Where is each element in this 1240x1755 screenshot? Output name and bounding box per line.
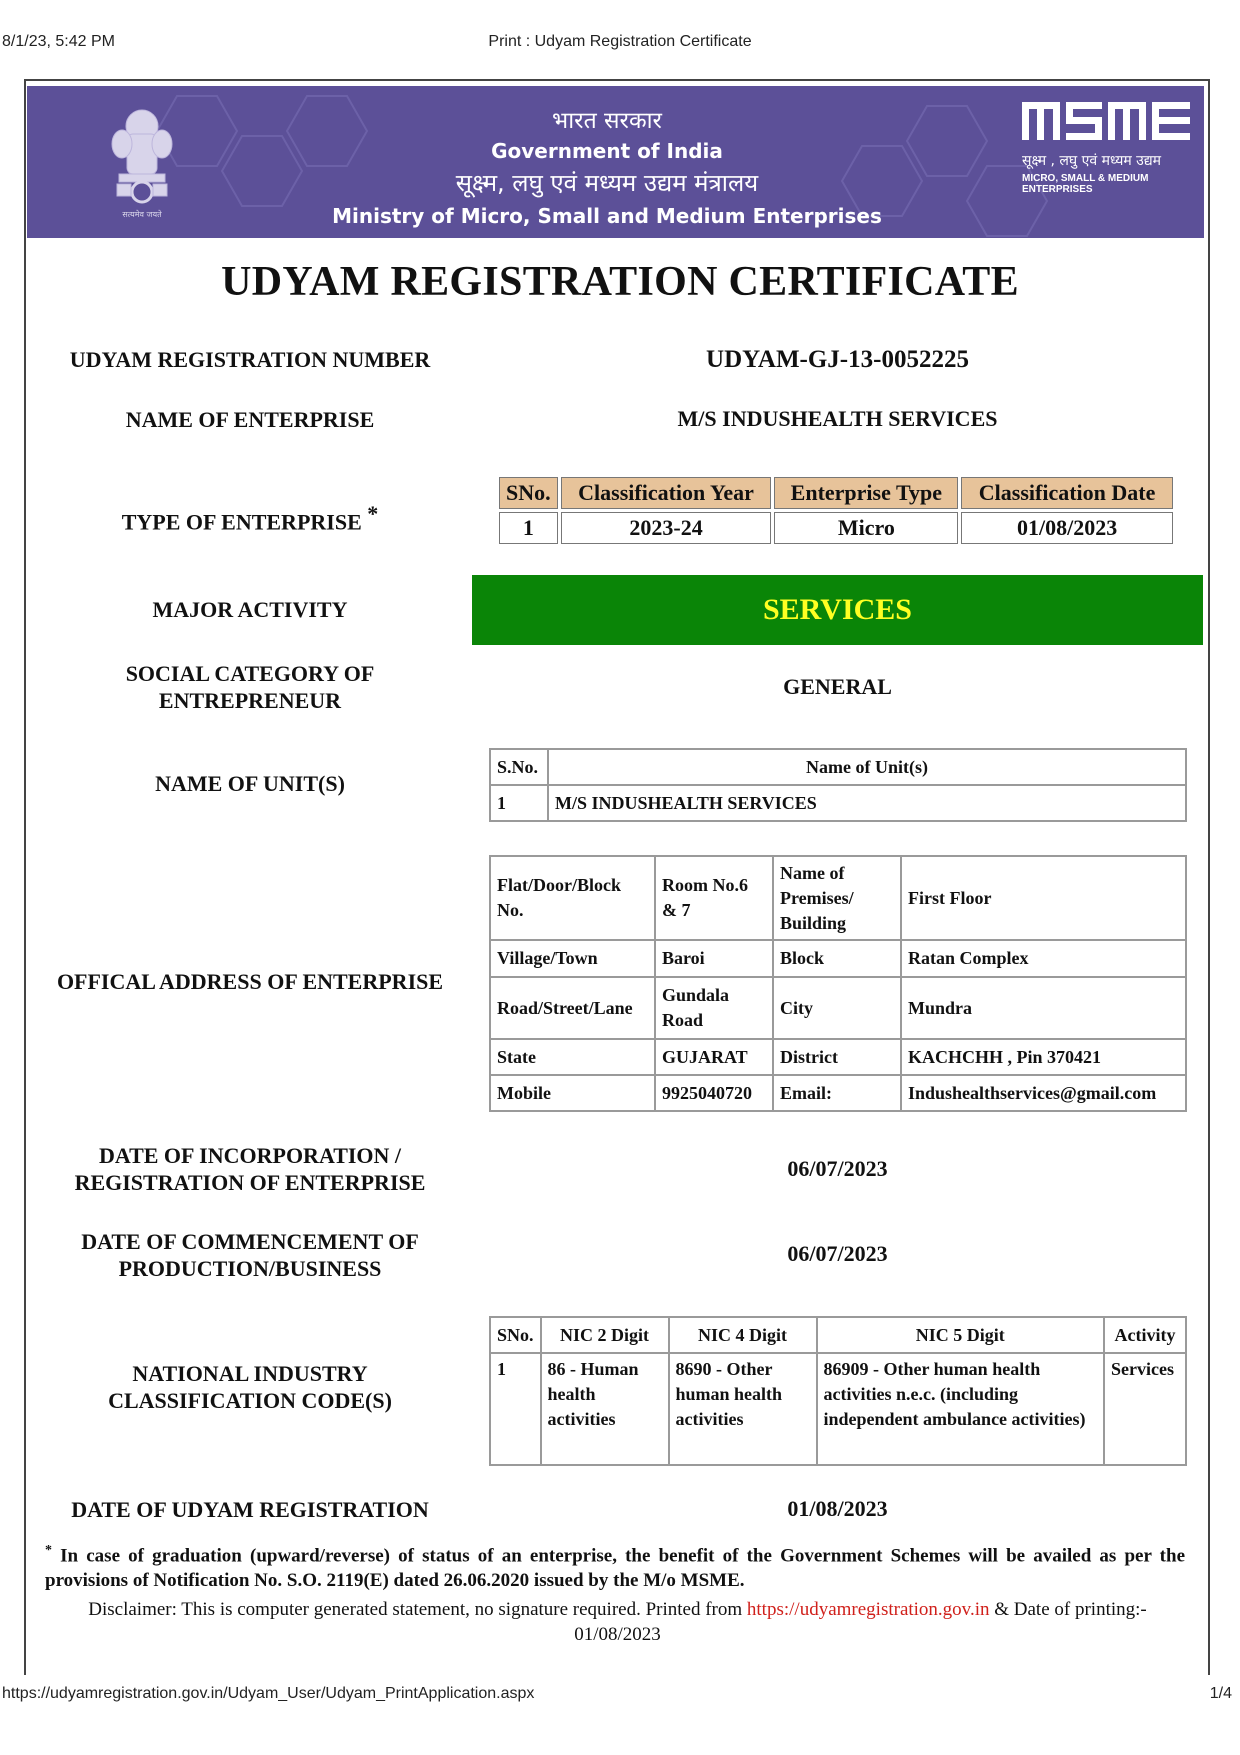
nic-cell: 86 - Human health activities [541,1353,669,1465]
print-date: 8/1/23, 5:42 PM [2,33,115,50]
address-field-value: Baroi [655,940,773,977]
address-field-value: Room No.6 & 7 [655,856,773,940]
certificate-title: UDYAM REGISTRATION CERTIFICATE [221,259,1019,305]
major-activity-label: MAJOR ACTIVITY [152,597,348,622]
commencement-date: 06/07/2023 [787,1241,888,1266]
address-field-label: Block [773,940,901,977]
commencement-label-line: PRODUCTION/BUSINESS [118,1256,382,1281]
address-table [489,855,1187,1112]
enterprise-name: M/S INDUSHEALTH SERVICES [677,406,998,431]
classification-cell: 1 [499,512,558,544]
address-field-value: Mundra [901,977,1186,1039]
nic-label-line: CLASSIFICATION CODE(S) [108,1388,392,1413]
disclaimer-text: Disclaimer: This is computer generated statement, no signature required. Printed from [88,1599,743,1620]
address-row [490,856,1186,940]
units-label: NAME OF UNIT(S) [155,771,345,796]
note-asterisk: * [45,1543,52,1558]
printing-date: 01/08/2023 [574,1624,661,1645]
address-field-label: District [773,1039,901,1075]
units-header-row [490,749,1186,785]
nic-label-line: NATIONAL INDUSTRY [132,1361,368,1386]
enterprise-name-label: NAME OF ENTERPRISE [125,407,375,432]
type-label-text: TYPE OF ENTERPRISE [121,509,362,535]
address-field-label: City [773,977,901,1039]
units-row [490,785,1186,821]
nic-cell: 1 [490,1353,541,1465]
address-field-value: Gundala Road [655,977,773,1039]
incorporation-label [40,1142,460,1196]
emblem-caption: सत्यमेव जयते [122,210,162,219]
reg-number: UDYAM-GJ-13-0052225 [706,346,969,373]
type-label [40,500,460,535]
classification-cell: 01/08/2023 [961,512,1173,544]
classification-table [496,474,1176,547]
classification-header: Enterprise Type [774,477,958,509]
reg-number-label: UDYAM REGISTRATION NUMBER [69,347,431,372]
classification-row [499,512,1173,544]
print-title: Print : Udyam Registration Certificate [488,33,752,50]
nic-cell: 86909 - Other human health activities n.e.c. (including independent ambulance activities) [817,1353,1104,1465]
print-header [0,30,1240,54]
graduation-note [45,1538,1185,1593]
address-field-label: State [490,1039,655,1075]
nic-header: SNo. [490,1317,541,1353]
address-field-value: 9925040720 [655,1075,773,1111]
classification-header: Classification Date [961,477,1173,509]
government-banner [27,86,1204,238]
address-row [490,1039,1186,1075]
address-row [490,977,1186,1039]
classification-cell: Micro [774,512,958,544]
classification-header: SNo. [499,477,558,509]
nic-cell: Services [1104,1353,1186,1465]
udyam-portal-link[interactable]: https://udyamregistration.gov.in [746,1599,990,1620]
udyam-date: 01/08/2023 [787,1496,888,1521]
msme-logo-icon [1022,100,1192,142]
nic-header-row [490,1317,1186,1353]
msme-english-text: MICRO, SMALL & MEDIUM ENTERPRISES [1022,173,1149,195]
hindi-ministry-text: सूक्ष्म, लघु एवं मध्यम उद्यम मंत्रालय [455,169,759,197]
address-label: OFFICAL ADDRESS OF ENTERPRISE [56,969,444,994]
nic-table [489,1316,1187,1466]
incorporation-date: 06/07/2023 [787,1156,888,1181]
nic-label [40,1360,460,1414]
address-field-value: First Floor [901,856,1186,940]
classification-header-row [499,477,1173,509]
disclaimer [55,1597,1180,1647]
nic-header: NIC 2 Digit [541,1317,669,1353]
commencement-label [40,1228,460,1282]
ministry-text: Ministry of Micro, Small and Medium Enterprises [332,204,882,228]
address-field-value: KACHCHH , Pin 370421 [901,1039,1186,1075]
major-activity-value: SERVICES [472,575,1203,645]
units-table [489,748,1187,822]
address-field-label: Mobile [490,1075,655,1111]
social-category: GENERAL [783,674,892,699]
units-cell: 1 [490,785,548,821]
nic-header: NIC 4 Digit [669,1317,817,1353]
incorporation-label-line: DATE OF INCORPORATION / [98,1143,402,1168]
address-field-value: GUJARAT [655,1039,773,1075]
nic-header: Activity [1104,1317,1186,1353]
msme-hindi-text: सूक्ष्म , लघु एवं मध्यम उद्यम [1022,153,1162,169]
print-url: https://udyamregistration.gov.in/Udyam_User/Udyam_PrintApplication.aspx [2,1685,535,1702]
hindi-government-text: भारत सरकार [552,108,662,134]
units-header: Name of Unit(s) [548,749,1186,785]
classification-cell: 2023-24 [561,512,772,544]
address-field-label: Flat/Door/Block No. [490,856,655,940]
page-number: 1/4 [1209,1685,1232,1702]
commencement-label-line: DATE OF COMMENCEMENT OF [81,1229,419,1254]
msme-logo-block [1022,100,1192,195]
units-header: S.No. [490,749,548,785]
social-category-label-line: SOCIAL CATEGORY OF [125,661,375,686]
government-text: Government of India [491,139,723,163]
nic-cell: 8690 - Other human health activities [669,1353,817,1465]
udyam-date-label: DATE OF UDYAM REGISTRATION [71,1497,429,1522]
classification-header: Classification Year [561,477,772,509]
address-field-value: Ratan Complex [901,940,1186,977]
address-field-label: Road/Street/Lane [490,977,655,1039]
nic-row [490,1353,1186,1465]
nic-header: NIC 5 Digit [817,1317,1104,1353]
address-field-label: Email: [773,1075,901,1111]
address-row [490,1075,1186,1111]
type-asterisk: * [367,501,379,526]
address-row [490,940,1186,977]
incorporation-label-line: REGISTRATION OF ENTERPRISE [74,1170,426,1195]
note-text: In case of graduation (upward/reverse) of status of an enterprise, the benefit of the Government Schemes will be availed as per the provisions of Notification No. S.O. 2119(E) dated 26.06.2020 issued by the M/o MSME. [45,1545,1185,1592]
social-category-label-line: ENTREPRENEUR [158,688,342,713]
social-category-label [40,660,460,714]
address-field-label: Name of Premises/ Building [773,856,901,940]
address-field-value: Indushealthservices@gmail.com [901,1075,1186,1111]
disclaimer-after: & Date of printing:- [994,1599,1147,1620]
address-field-label: Village/Town [490,940,655,977]
units-cell: M/S INDUSHEALTH SERVICES [548,785,1186,821]
